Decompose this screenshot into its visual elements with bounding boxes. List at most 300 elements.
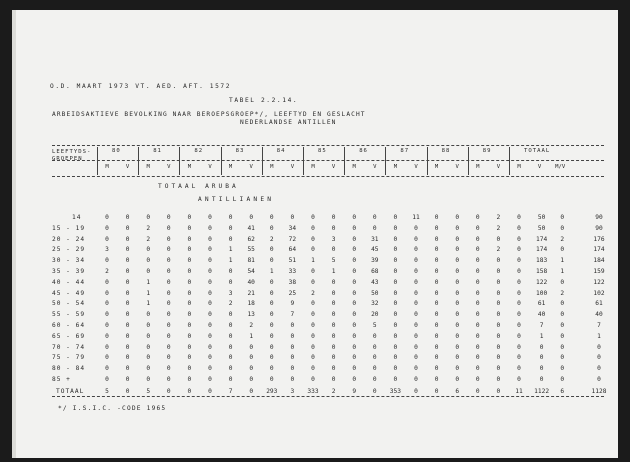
table-cell: 0 (146, 354, 151, 362)
table-cell: 0 (187, 268, 192, 275)
total-cell: 0 (475, 388, 480, 395)
table-cell: 2 (249, 322, 254, 329)
table-cell: 0 (269, 300, 274, 308)
table-cell: 0 (560, 354, 565, 362)
table-cell: 0 (228, 268, 233, 275)
table-cell: 0 (146, 343, 151, 351)
table-cell: 0 (455, 354, 460, 362)
table-cell: 31 (371, 235, 379, 243)
table-cell: 0 (434, 224, 439, 232)
table-cell: 0 (187, 332, 192, 340)
row-label: 85 + (52, 376, 71, 383)
table-cell: 0 (166, 354, 171, 362)
table-cell: 0 (393, 376, 398, 383)
table-cell: 0 (105, 278, 109, 286)
table-cell: 0 (187, 224, 192, 232)
row-label: 65 - 69 (52, 332, 86, 340)
band-label: 86 (359, 148, 368, 154)
table-cell: 0 (475, 257, 480, 265)
sub-header-cell: M (228, 164, 233, 170)
table-cell: 25 (288, 289, 297, 297)
table-cell: 0 (228, 354, 233, 362)
table-cell: 0 (455, 278, 460, 286)
table-cell: 18 (247, 300, 255, 308)
table-cell: 2 (496, 224, 501, 232)
table-cell: 2 (228, 300, 233, 308)
table-cell: 0 (434, 343, 439, 351)
table-cell: 0 (125, 235, 130, 243)
table-cell: 0 (208, 268, 212, 275)
row-label: 80 - 84 (52, 365, 86, 373)
band-separator (468, 147, 469, 175)
table-cell: 40 (247, 278, 255, 286)
total-cell: 0 (208, 388, 212, 395)
table-cell: 2 (496, 246, 501, 254)
table-cell: 0 (352, 246, 357, 254)
table-cell: 0 (517, 268, 521, 275)
table-cell: 40 (537, 311, 546, 319)
table-cell: 0 (290, 214, 295, 221)
table-cell: 0 (105, 354, 109, 362)
table-cell: 159 (593, 268, 605, 275)
table-cell: 0 (187, 354, 192, 362)
total-cell: 2 (331, 388, 336, 395)
table-cell: 0 (372, 343, 377, 351)
band-separator (344, 147, 345, 175)
table-cell: 0 (125, 257, 130, 265)
table-cell: 0 (393, 224, 398, 232)
table-cell: 0 (517, 332, 521, 340)
table-cell: 55 (247, 246, 255, 254)
table-cell: 38 (288, 278, 297, 286)
table-cell: 2 (560, 235, 565, 243)
table-cell: 0 (517, 322, 521, 329)
band-label: 89 (482, 148, 492, 154)
table-cell: 0 (331, 300, 336, 308)
table-cell: 0 (290, 376, 295, 383)
table-cell: 0 (208, 300, 212, 308)
total-cell: 0 (496, 388, 501, 395)
table-cell: 0 (331, 343, 336, 351)
table-cell: 0 (496, 332, 501, 340)
table-cell: 61 (537, 300, 546, 308)
table-cell: 0 (146, 214, 151, 221)
band-separator (262, 147, 263, 175)
table-cell: 0 (496, 322, 501, 329)
corner-label-2: GROEPEN (52, 156, 83, 162)
table-cell: 0 (434, 214, 439, 221)
table-cell: 0 (414, 311, 418, 319)
table-cell: 0 (331, 224, 336, 232)
table-cell: 0 (455, 214, 460, 221)
table-cell: 0 (372, 332, 377, 340)
table-cell: 0 (455, 343, 460, 351)
table-cell: 0 (146, 246, 151, 254)
table-cell: 0 (352, 365, 357, 373)
table-cell: 0 (311, 322, 315, 329)
table-cell: 0 (228, 322, 233, 329)
table-cell: 0 (311, 214, 315, 221)
table-cell: 0 (166, 235, 171, 243)
table-cell: 0 (208, 246, 212, 254)
total-row-label: TOTAAL (56, 388, 85, 395)
table-cell: 33 (288, 268, 297, 275)
table-cell: 5 (372, 322, 377, 329)
table-cell: 0 (560, 311, 565, 319)
total-cell: 3 (290, 388, 295, 395)
table-cell: 0 (166, 224, 171, 232)
band-separator (385, 147, 386, 175)
table-cell: 0 (187, 343, 192, 351)
table-cell: 0 (475, 332, 480, 340)
table-cell: 0 (496, 278, 501, 286)
table-cell: 0 (208, 257, 212, 265)
total-cell: 0 (166, 388, 171, 395)
table-cell: 0 (105, 214, 109, 221)
table-cell: 61 (595, 300, 603, 308)
band-label: 85 (318, 148, 327, 154)
table-cell: 0 (331, 246, 336, 254)
row-label: 35 - 39 (52, 268, 86, 275)
sub-header-cell: V (167, 164, 171, 170)
corner-label-1: LEEFTYDS- (52, 149, 92, 155)
row-label: 50 - 54 (52, 300, 86, 308)
table-cell: 45 (371, 246, 379, 254)
table-cell: 0 (105, 322, 109, 329)
table-cell: 90 (595, 224, 603, 232)
table-cell: 0 (125, 300, 130, 308)
table-cell: 0 (434, 311, 439, 319)
table-cell: 0 (393, 332, 398, 340)
table-cell: 0 (352, 278, 357, 286)
table-cell: 0 (539, 354, 544, 362)
table-cell: 0 (269, 257, 274, 265)
table-cell: 7 (290, 311, 295, 319)
table-cell: 0 (311, 224, 315, 232)
table-cell: 0 (517, 376, 521, 383)
table-cell: 0 (455, 365, 460, 373)
table-cell: 0 (269, 214, 274, 221)
table-cell: 0 (105, 257, 109, 265)
table-cell: 0 (125, 311, 130, 319)
footnote: */ I.S.I.C. -CODE 1965 (58, 405, 167, 412)
row-label: 45 - 49 (52, 289, 86, 297)
table-cell: 0 (496, 343, 501, 351)
table-cell: 0 (166, 376, 171, 383)
table-cell: 0 (269, 332, 274, 340)
table-cell: 0 (352, 289, 357, 297)
table-cell: 0 (290, 343, 295, 351)
table-cell: 0 (105, 235, 109, 243)
table-cell: 0 (414, 257, 418, 265)
table-cell: 50 (537, 224, 546, 232)
sub-header-cell: V (537, 164, 542, 170)
table-cell: 174 (536, 246, 548, 254)
sub-header-cell: M (105, 164, 109, 170)
row-label: 40 - 44 (52, 278, 86, 286)
table-cell: 0 (125, 365, 130, 373)
table-cell: 0 (393, 278, 398, 286)
table-cell: 0 (228, 278, 233, 286)
table-cell: 51 (288, 257, 297, 265)
table-cell: 0 (269, 343, 274, 351)
table-cell: 0 (352, 322, 357, 329)
table-cell: 0 (414, 235, 418, 243)
table-cell: 0 (414, 376, 418, 383)
table-cell: 0 (455, 289, 460, 297)
table-cell: 0 (414, 224, 418, 232)
table-cell: 0 (414, 343, 418, 351)
total-cell: 0 (414, 388, 418, 395)
table-cell: 1 (228, 257, 233, 265)
table-title-line2: NEDERLANDSE ANTILLEN (240, 119, 337, 126)
table-cell: 0 (311, 246, 315, 254)
sub-header-cell: V (290, 164, 295, 170)
table-cell: 0 (496, 268, 501, 275)
table-cell: 0 (597, 376, 601, 383)
table-cell: 0 (352, 235, 357, 243)
table-cell: 81 (247, 257, 255, 265)
table-cell: 0 (414, 246, 418, 254)
table-cell: 0 (393, 235, 398, 243)
table-cell: 0 (105, 343, 109, 351)
table-cell: 0 (311, 268, 315, 275)
table-cell: 0 (434, 289, 439, 297)
table-cell: 0 (208, 214, 212, 221)
row-label: 75 - 79 (52, 354, 86, 362)
table-cell: 0 (228, 311, 233, 319)
table-cell: 0 (166, 311, 171, 319)
table-cell: 0 (517, 257, 521, 265)
table-cell: 0 (560, 278, 565, 286)
header-bottom-rule (52, 176, 604, 177)
table-cell: 2 (146, 235, 151, 243)
table-cell: 1 (597, 332, 601, 340)
table-cell: 0 (517, 289, 521, 297)
table-cell: 0 (475, 214, 480, 221)
band-separator (221, 147, 222, 175)
table-cell: 90 (595, 214, 603, 221)
table-cell: 2 (105, 268, 109, 275)
table-cell: 0 (414, 322, 418, 329)
table-cell: 0 (125, 278, 130, 286)
band-separator (509, 147, 510, 175)
table-cell: 0 (166, 300, 171, 308)
table-cell: 0 (393, 246, 398, 254)
table-cell: 0 (560, 214, 565, 221)
table-cell: 2 (146, 224, 151, 232)
total-cell: 0 (372, 388, 377, 395)
band-label: 87 (400, 148, 410, 154)
table-cell: 0 (496, 311, 501, 319)
table-cell: 0 (517, 343, 521, 351)
table-cell: 0 (560, 224, 565, 232)
table-cell: 0 (187, 235, 192, 243)
sub-header-cell: M/V (555, 164, 566, 170)
row-label: 25 - 29 (52, 246, 86, 254)
table-cell: 43 (371, 278, 379, 286)
table-cell: 0 (352, 300, 357, 308)
table-cell: 0 (269, 354, 274, 362)
table-cell: 1 (146, 278, 151, 286)
table-cell: 0 (228, 332, 233, 340)
sub-header-cell: M (311, 164, 315, 170)
table-cell: 0 (311, 332, 315, 340)
table-cell: 0 (560, 300, 565, 308)
table-cell: 0 (597, 354, 601, 362)
table-cell: 0 (269, 278, 274, 286)
table-cell: 0 (228, 343, 233, 351)
table-cell: 0 (414, 332, 418, 340)
table-cell: 0 (539, 376, 544, 383)
table-cell: 0 (166, 246, 171, 254)
table-cell: 0 (269, 322, 274, 329)
table-cell: 0 (208, 224, 212, 232)
table-cell: 0 (187, 322, 192, 329)
table-cell: 0 (208, 354, 212, 362)
table-cell: 0 (475, 365, 480, 373)
table-cell: 39 (371, 257, 379, 265)
table-cell: 0 (228, 214, 233, 221)
table-cell: 0 (393, 365, 398, 373)
table-cell: 0 (249, 214, 254, 221)
table-cell: 0 (187, 246, 192, 254)
table-cell: 0 (434, 300, 439, 308)
table-cell: 0 (146, 268, 151, 275)
total-cell: 293 (266, 388, 278, 395)
total-cell: 0 (434, 388, 439, 395)
sub-header-cell: M (476, 164, 480, 170)
section-title-aruba: TOTAAL ARUBA (158, 183, 239, 190)
table-cell: 7 (539, 322, 544, 329)
table-cell: 0 (393, 289, 398, 297)
table-cell: 0 (372, 224, 377, 232)
table-cell: 50 (537, 214, 546, 221)
table-cell: 0 (517, 354, 521, 362)
table-cell: 0 (166, 257, 171, 265)
table-cell: 0 (290, 354, 295, 362)
table-cell: 3 (105, 246, 109, 254)
row-label: 60 - 64 (52, 322, 86, 329)
table-cell: 0 (166, 268, 171, 275)
table-cell: 0 (311, 300, 315, 308)
table-cell: 0 (331, 376, 336, 383)
band-separator (303, 147, 304, 175)
table-cell: 0 (597, 365, 601, 373)
table-cell: 2 (311, 289, 315, 297)
table-cell: 0 (393, 268, 398, 275)
table-cell: 0 (187, 214, 192, 221)
table-cell: 7 (597, 322, 601, 329)
table-cell: 0 (434, 278, 439, 286)
table-cell: 0 (539, 343, 544, 351)
table-cell: 0 (125, 354, 130, 362)
footer-rule (52, 396, 604, 397)
sub-header-cell: V (208, 164, 212, 170)
table-cell: 0 (455, 224, 460, 232)
sub-header-cell: M (393, 164, 398, 170)
table-cell: 0 (269, 376, 274, 383)
table-cell: 1 (146, 289, 151, 297)
page-binding-edge (12, 10, 16, 458)
row-label: 14 (72, 214, 82, 221)
table-cell: 0 (517, 278, 521, 286)
table-cell: 0 (125, 268, 130, 275)
table-cell: 0 (249, 376, 254, 383)
table-cell: 21 (247, 289, 255, 297)
table-cell: 0 (434, 354, 439, 362)
table-cell: 0 (166, 322, 171, 329)
table-cell: 2 (269, 235, 274, 243)
table-cell: 0 (208, 311, 212, 319)
table-cell: 1 (331, 268, 336, 275)
table-cell: 0 (228, 365, 233, 373)
table-cell: 0 (560, 246, 565, 254)
table-cell: 0 (208, 322, 212, 329)
table-cell: 0 (187, 376, 192, 383)
table-cell: 0 (352, 224, 357, 232)
table-cell: 0 (125, 376, 130, 383)
table-cell: 0 (496, 257, 501, 265)
table-cell: 1 (560, 268, 565, 275)
table-cell: 5 (331, 257, 336, 265)
table-cell: 0 (414, 300, 418, 308)
table-cell: 0 (475, 278, 480, 286)
total-cell: 0 (125, 388, 130, 395)
table-cell: 0 (331, 278, 336, 286)
table-cell: 0 (560, 376, 565, 383)
total-cell: 1128 (591, 388, 607, 395)
table-cell: 0 (475, 354, 480, 362)
table-cell: 0 (455, 268, 460, 275)
band-label: 88 (441, 148, 451, 154)
table-cell: 0 (560, 322, 565, 329)
table-title-line1: ARBEIDSAKTIEVE BEVOLKING NAAR BEROEPSGROEP*/, LEEFTYD EN GESLACHT (52, 111, 366, 118)
table-cell: 0 (187, 289, 192, 297)
table-cell: 0 (434, 322, 439, 329)
table-cell: 0 (146, 376, 151, 383)
sub-header-cell: V (249, 164, 253, 170)
table-cell: 0 (331, 332, 336, 340)
table-cell: 0 (475, 235, 480, 243)
table-cell: 0 (166, 343, 171, 351)
table-cell: 0 (166, 278, 171, 286)
table-cell: 122 (593, 278, 605, 286)
table-cell: 0 (434, 332, 439, 340)
table-cell: 0 (434, 235, 439, 243)
table-cell: 0 (105, 332, 109, 340)
table-cell: 0 (434, 246, 439, 254)
table-cell: 41 (247, 224, 255, 232)
table-cell: 0 (372, 376, 377, 383)
band-separator (179, 147, 180, 175)
table-cell: 0 (331, 365, 336, 373)
table-cell: 0 (269, 246, 274, 254)
table-cell: 0 (372, 214, 377, 221)
table-cell: 0 (560, 332, 565, 340)
table-cell: 0 (331, 214, 336, 221)
table-cell: 0 (249, 343, 254, 351)
band-separator (138, 147, 139, 175)
table-cell: 0 (249, 365, 254, 373)
table-cell: 0 (352, 343, 357, 351)
table-cell: 0 (372, 365, 377, 373)
table-cell: 0 (352, 332, 357, 340)
table-cell: 0 (208, 376, 212, 383)
total-cell: 333 (307, 388, 319, 395)
table-cell: 0 (125, 214, 130, 221)
table-cell: 0 (517, 246, 521, 254)
